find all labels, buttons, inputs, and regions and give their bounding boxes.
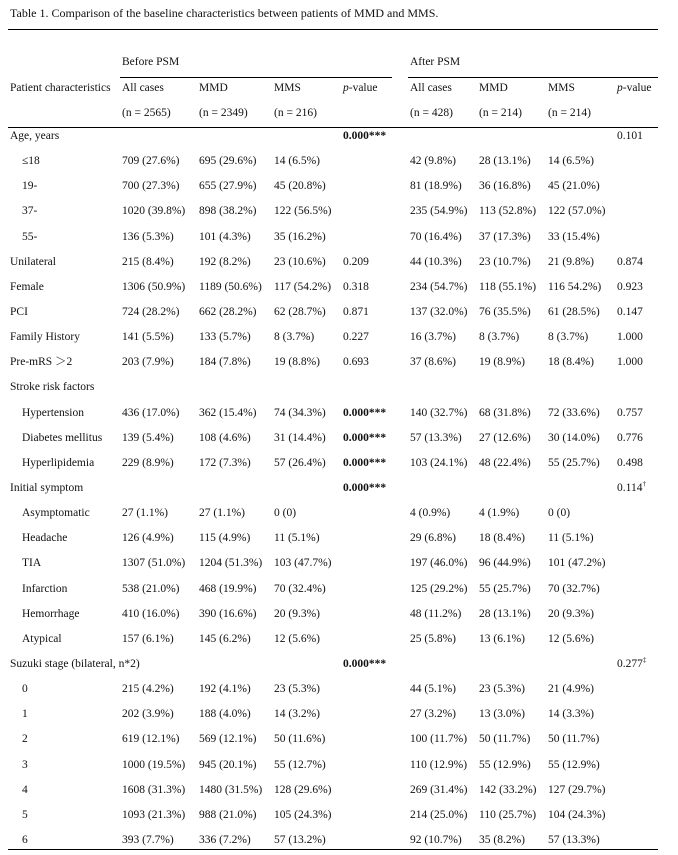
n-before-mms: (n = 216)	[274, 107, 317, 119]
before-pvalue-cell: 0.227	[343, 331, 369, 343]
after-all-cell: 125 (29.2%)	[410, 583, 468, 595]
header-rule	[8, 127, 658, 128]
before-all-cell: 126 (4.9%)	[122, 532, 174, 544]
before-all-cell: 1093 (21.3%)	[122, 809, 186, 821]
before-all-cell: 1608 (31.3%)	[122, 784, 186, 796]
after-pvalue-cell: 0.498	[617, 457, 643, 469]
before-mmd-cell: 192 (8.2%)	[199, 256, 251, 268]
before-all-cell: 1307 (51.0%)	[122, 557, 186, 569]
after-mms-cell: 61 (28.5%)	[548, 306, 600, 318]
before-mmd-cell: 145 (6.2%)	[199, 633, 251, 645]
after-mmd-cell: 55 (25.7%)	[479, 583, 531, 595]
before-mmd-cell: 192 (4.1%)	[199, 683, 251, 695]
before-mms-cell: 62 (28.7%)	[274, 306, 326, 318]
top-rule	[8, 29, 658, 30]
after-mmd-cell: 118 (55.1%)	[479, 281, 537, 293]
before-mmd-cell: 101 (4.3%)	[199, 231, 251, 243]
before-pvalue-cell: 0.000***	[343, 482, 387, 494]
row-label: 4	[22, 784, 28, 796]
before-pvalue-cell: 0.209	[343, 256, 369, 268]
after-all-cell: 110 (12.9%)	[410, 759, 468, 771]
row-label: 6	[22, 834, 28, 846]
after-pvalue-cell: 1.000	[617, 356, 643, 368]
before-mms-cell: 74 (34.3%)	[274, 407, 326, 419]
before-all-cell: 410 (16.0%)	[122, 608, 180, 620]
row-label: 1	[22, 708, 28, 720]
before-mms-cell: 19 (8.8%)	[274, 356, 320, 368]
after-all-cell: 42 (9.8%)	[410, 155, 456, 167]
after-mmd-cell: 55 (12.9%)	[479, 759, 531, 771]
before-pvalue-cell: 0.000***	[343, 432, 387, 444]
before-all-cell: 724 (28.2%)	[122, 306, 180, 318]
after-mmd-cell: 8 (3.7%)	[479, 331, 520, 343]
row-label: Diabetes mellitus	[22, 432, 103, 444]
before-mms-cell: 31 (14.4%)	[274, 432, 326, 444]
row-label: Headache	[22, 532, 68, 544]
before-mms-cell: 55 (12.7%)	[274, 759, 326, 771]
after-all-cell: 25 (5.8%)	[410, 633, 456, 645]
after-pvalue-cell: 0.147	[617, 306, 643, 318]
after-all-cell: 44 (5.1%)	[410, 683, 456, 695]
before-mms-cell: 20 (9.3%)	[274, 608, 320, 620]
before-mms-cell: 8 (3.7%)	[274, 331, 315, 343]
after-mmd-cell: 23 (10.7%)	[479, 256, 531, 268]
row-label: 19-	[22, 180, 38, 192]
after-mmd-cell: 28 (13.1%)	[479, 608, 531, 620]
before-mms-cell: 128 (29.6%)	[274, 784, 332, 796]
after-mmd-cell: 35 (8.2%)	[479, 834, 525, 846]
after-mmd-cell: 96 (44.9%)	[479, 557, 531, 569]
after-mmd-cell: 13 (6.1%)	[479, 633, 525, 645]
before-mmd-cell: 655 (27.9%)	[199, 180, 257, 192]
group-rule-after	[408, 77, 658, 78]
after-mms-cell: 14 (3.3%)	[548, 708, 594, 720]
table-caption: Table 1. Comparison of the baseline characteristics between patients of MMD and MMS.	[10, 6, 439, 20]
before-mmd-cell: 945 (20.1%)	[199, 759, 257, 771]
row-label: Stroke risk factors	[10, 381, 95, 393]
after-pvalue-cell: 0.776	[617, 432, 643, 444]
after-mms-cell: 12 (5.6%)	[548, 633, 594, 645]
before-mmd-cell: 468 (19.9%)	[199, 583, 257, 595]
before-all-cell: 1020 (39.8%)	[122, 205, 186, 217]
row-label: Suzuki stage (bilateral, n*2)	[10, 658, 140, 670]
n-after-mmd: (n = 214)	[479, 107, 522, 119]
before-mmd-cell: 1189 (50.6%)	[199, 281, 262, 293]
before-mms-cell: 57 (26.4%)	[274, 457, 326, 469]
row-label: PCI	[10, 306, 28, 318]
after-all-cell: 100 (11.7%)	[410, 733, 468, 745]
before-all-cell: 157 (6.1%)	[122, 633, 174, 645]
after-all-cell: 214 (25.0%)	[410, 809, 468, 821]
row-label: TIA	[22, 557, 42, 569]
n-before-all: (n = 2565)	[122, 107, 171, 119]
row-label: 5	[22, 809, 28, 821]
before-mms-cell: 12 (5.6%)	[274, 633, 320, 645]
before-mms-cell: 11 (5.1%)	[274, 532, 320, 544]
after-pvalue-cell: 0.101	[617, 130, 643, 142]
after-all-cell: 4 (0.9%)	[410, 507, 451, 519]
after-mms-cell: 14 (6.5%)	[548, 155, 594, 167]
after-all-cell: 16 (3.7%)	[410, 331, 456, 343]
after-mmd-cell: 142 (33.2%)	[479, 784, 537, 796]
before-mmd-cell: 1480 (31.5%)	[199, 784, 263, 796]
after-mms-cell: 21 (4.9%)	[548, 683, 594, 695]
before-mms-cell: 23 (5.3%)	[274, 683, 320, 695]
after-pvalue-cell: 0.874	[617, 256, 643, 268]
after-mms-cell: 55 (25.7%)	[548, 457, 600, 469]
row-label: 55-	[22, 231, 38, 243]
row-label: Unilateral	[10, 256, 56, 268]
after-mms-cell: 104 (24.3%)	[548, 809, 606, 821]
col-header-after-mms: MMS	[548, 82, 575, 94]
before-all-cell: 229 (8.9%)	[122, 457, 174, 469]
n-after-mms: (n = 214)	[548, 107, 591, 119]
before-mmd-cell: 336 (7.2%)	[199, 834, 251, 846]
col-header-before-mmd: MMD	[199, 82, 228, 94]
bottom-rule	[8, 849, 658, 850]
after-all-cell: 269 (31.4%)	[410, 784, 468, 796]
row-label: Pre-mRS ＞2	[10, 356, 73, 368]
after-mms-cell: 21 (9.8%)	[548, 256, 594, 268]
after-mmd-cell: 110 (25.7%)	[479, 809, 537, 821]
after-mms-cell: 20 (9.3%)	[548, 608, 594, 620]
before-all-cell: 136 (5.3%)	[122, 231, 174, 243]
before-mmd-cell: 184 (7.8%)	[199, 356, 251, 368]
row-label: Female	[10, 281, 44, 293]
after-mms-cell: 30 (14.0%)	[548, 432, 600, 444]
before-mms-cell: 103 (47.7%)	[274, 557, 332, 569]
before-all-cell: 202 (3.9%)	[122, 708, 174, 720]
before-mmd-cell: 695 (29.6%)	[199, 155, 257, 167]
col-header-after-mmd: MMD	[479, 82, 508, 94]
after-all-cell: 57 (13.3%)	[410, 432, 462, 444]
before-all-cell: 139 (5.4%)	[122, 432, 174, 444]
before-all-cell: 709 (27.6%)	[122, 155, 180, 167]
after-all-cell: 37 (8.6%)	[410, 356, 456, 368]
row-label: Hyperlipidemia	[22, 457, 95, 469]
after-mms-cell: 45 (21.0%)	[548, 180, 600, 192]
group-rule-before	[120, 77, 392, 78]
col-header-before-mms: MMS	[274, 82, 301, 94]
after-mms-cell: 101 (47.2%)	[548, 557, 606, 569]
before-mmd-cell: 133 (5.7%)	[199, 331, 251, 343]
before-mms-cell: 14 (6.5%)	[274, 155, 320, 167]
footnote-mark: ‡	[642, 656, 647, 665]
before-all-cell: 700 (27.3%)	[122, 180, 180, 192]
after-mmd-cell: 36 (16.8%)	[479, 180, 531, 192]
row-label: Infarction	[22, 583, 68, 595]
after-mmd-cell: 113 (52.8%)	[479, 205, 537, 217]
before-mmd-cell: 108 (4.6%)	[199, 432, 251, 444]
before-pvalue-cell: 0.000***	[343, 407, 387, 419]
after-all-cell: 137 (32.0%)	[410, 306, 468, 318]
row-label: ≤18	[22, 155, 40, 167]
after-mms-cell: 72 (33.6%)	[548, 407, 600, 419]
after-all-cell: 27 (3.2%)	[410, 708, 456, 720]
row-label: Hypertension	[22, 407, 84, 419]
after-pvalue-cell: 0.277‡	[617, 656, 647, 670]
after-mmd-cell: 4 (1.9%)	[479, 507, 520, 519]
after-mms-cell: 8 (3.7%)	[548, 331, 589, 343]
before-all-cell: 538 (21.0%)	[122, 583, 180, 595]
after-mmd-cell: 48 (22.4%)	[479, 457, 531, 469]
after-pvalue-cell: 0.757	[617, 407, 643, 419]
before-mmd-cell: 569 (12.1%)	[199, 733, 257, 745]
before-mms-cell: 35 (16.2%)	[274, 231, 326, 243]
before-mms-cell: 0 (0)	[274, 507, 297, 519]
footnote-mark: †	[642, 480, 646, 489]
after-mms-cell: 57 (13.3%)	[548, 834, 600, 846]
after-all-cell: 44 (10.3%)	[410, 256, 462, 268]
row-label: Asymptomatic	[22, 507, 90, 519]
before-mmd-cell: 172 (7.3%)	[199, 457, 251, 469]
col-header-before-pvalue: p-value	[343, 82, 378, 94]
after-all-cell: 103 (24.1%)	[410, 457, 468, 469]
col-header-characteristics: Patient characteristics	[10, 82, 111, 94]
before-mms-cell: 57 (13.2%)	[274, 834, 326, 846]
before-pvalue-cell: 0.000***	[343, 130, 387, 142]
group-header-before: Before PSM	[122, 56, 180, 68]
row-label: Hemorrhage	[22, 608, 80, 620]
after-mmd-cell: 50 (11.7%)	[479, 733, 531, 745]
after-all-cell: 235 (54.9%)	[410, 205, 468, 217]
after-mmd-cell: 19 (8.9%)	[479, 356, 525, 368]
after-all-cell: 81 (18.9%)	[410, 180, 462, 192]
before-mms-cell: 105 (24.3%)	[274, 809, 332, 821]
before-all-cell: 393 (7.7%)	[122, 834, 174, 846]
after-mms-cell: 116 54.2%)	[548, 281, 602, 293]
before-mmd-cell: 390 (16.6%)	[199, 608, 257, 620]
after-pvalue-cell: 0.923	[617, 281, 643, 293]
after-mmd-cell: 76 (35.5%)	[479, 306, 531, 318]
col-header-after-pvalue: p-value	[617, 82, 652, 94]
row-label: Atypical	[22, 633, 62, 645]
before-all-cell: 141 (5.5%)	[122, 331, 174, 343]
after-mmd-cell: 37 (17.3%)	[479, 231, 531, 243]
before-mmd-cell: 27 (1.1%)	[199, 507, 245, 519]
before-mms-cell: 70 (32.4%)	[274, 583, 326, 595]
before-mms-cell: 14 (3.2%)	[274, 708, 320, 720]
before-all-cell: 619 (12.1%)	[122, 733, 180, 745]
after-mms-cell: 122 (57.0%)	[548, 205, 606, 217]
after-mmd-cell: 18 (8.4%)	[479, 532, 525, 544]
before-all-cell: 215 (4.2%)	[122, 683, 174, 695]
after-mms-cell: 0 (0)	[548, 507, 571, 519]
before-pvalue-cell: 0.000***	[343, 658, 387, 670]
row-label: 37-	[22, 205, 38, 217]
before-pvalue-cell: 0.000***	[343, 457, 387, 469]
row-label: Initial symptom	[10, 482, 84, 494]
after-pvalue-cell: 0.114†	[617, 480, 646, 494]
before-mmd-cell: 898 (38.2%)	[199, 205, 257, 217]
before-mms-cell: 23 (10.6%)	[274, 256, 326, 268]
before-all-cell: 1306 (50.9%)	[122, 281, 186, 293]
before-mmd-cell: 988 (21.0%)	[199, 809, 257, 821]
after-mms-cell: 11 (5.1%)	[548, 532, 594, 544]
before-mmd-cell: 1204 (51.3%)	[199, 557, 263, 569]
after-mms-cell: 18 (8.4%)	[548, 356, 594, 368]
after-mms-cell: 33 (15.4%)	[548, 231, 600, 243]
before-mms-cell: 117 (54.2%)	[274, 281, 332, 293]
row-label: 2	[22, 733, 28, 745]
after-mmd-cell: 28 (13.1%)	[479, 155, 531, 167]
n-after-all: (n = 428)	[410, 107, 453, 119]
after-mms-cell: 127 (29.7%)	[548, 784, 606, 796]
after-all-cell: 70 (16.4%)	[410, 231, 462, 243]
after-mmd-cell: 13 (3.0%)	[479, 708, 525, 720]
before-mms-cell: 50 (11.6%)	[274, 733, 326, 745]
before-all-cell: 215 (8.4%)	[122, 256, 174, 268]
after-all-cell: 140 (32.7%)	[410, 407, 468, 419]
after-pvalue-cell: 1.000	[617, 331, 643, 343]
before-mmd-cell: 188 (4.0%)	[199, 708, 251, 720]
after-all-cell: 197 (46.0%)	[410, 557, 468, 569]
after-mms-cell: 70 (32.7%)	[548, 583, 600, 595]
before-all-cell: 27 (1.1%)	[122, 507, 168, 519]
after-mmd-cell: 23 (5.3%)	[479, 683, 525, 695]
before-mmd-cell: 362 (15.4%)	[199, 407, 257, 419]
after-all-cell: 29 (6.8%)	[410, 532, 456, 544]
before-mms-cell: 122 (56.5%)	[274, 205, 332, 217]
col-header-after-all: All cases	[410, 82, 452, 94]
col-header-before-all: All cases	[122, 82, 164, 94]
before-mms-cell: 45 (20.8%)	[274, 180, 326, 192]
after-mmd-cell: 27 (12.6%)	[479, 432, 531, 444]
after-mmd-cell: 68 (31.8%)	[479, 407, 531, 419]
after-mms-cell: 55 (12.9%)	[548, 759, 600, 771]
before-all-cell: 203 (7.9%)	[122, 356, 174, 368]
after-all-cell: 234 (54.7%)	[410, 281, 468, 293]
after-all-cell: 48 (11.2%)	[410, 608, 462, 620]
group-header-after: After PSM	[410, 56, 461, 68]
before-all-cell: 1000 (19.5%)	[122, 759, 186, 771]
before-pvalue-cell: 0.318	[343, 281, 369, 293]
before-mmd-cell: 115 (4.9%)	[199, 532, 251, 544]
row-label: 0	[22, 683, 28, 695]
before-all-cell: 436 (17.0%)	[122, 407, 180, 419]
after-mms-cell: 50 (11.7%)	[548, 733, 600, 745]
before-mmd-cell: 662 (28.2%)	[199, 306, 257, 318]
before-pvalue-cell: 0.871	[343, 306, 369, 318]
after-all-cell: 92 (10.7%)	[410, 834, 462, 846]
before-pvalue-cell: 0.693	[343, 356, 369, 368]
n-before-mmd: (n = 2349)	[199, 107, 248, 119]
row-label: Family History	[10, 331, 80, 343]
row-label: 3	[22, 759, 28, 771]
row-label: Age, years	[10, 130, 60, 142]
